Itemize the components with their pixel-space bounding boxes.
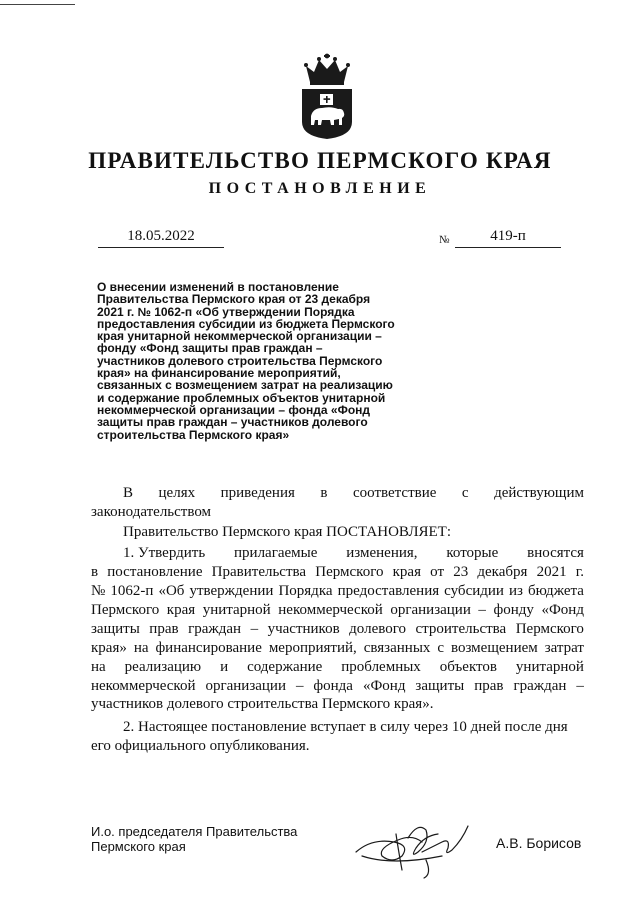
word: граждан <box>513 678 567 694</box>
word: Пермского <box>315 564 384 580</box>
word: на <box>133 640 149 656</box>
para1-line2: законодательством <box>91 504 212 520</box>
item1-justified-line <box>91 563 584 582</box>
word: «Об <box>158 583 185 599</box>
item2-line1: 2. Настоящее постановление вступает в силу через 10 дней после дня <box>123 719 568 735</box>
subject-line: участников долевого строительства Пермского <box>97 353 383 368</box>
word: организации <box>205 678 286 694</box>
document-subject <box>97 281 442 441</box>
subject-line: края» на финансирование мероприятий, <box>97 366 341 381</box>
word: целях <box>158 485 196 501</box>
word: фонда <box>313 678 353 694</box>
word: г. <box>575 564 584 580</box>
word: – <box>576 678 584 694</box>
word: изменения, <box>346 545 418 561</box>
word: В <box>123 485 134 501</box>
word: реализацию <box>124 659 202 675</box>
word: защиты <box>415 678 465 694</box>
para1-line1 <box>123 484 584 503</box>
number-value: 419-п <box>490 228 526 244</box>
word: из <box>508 583 523 599</box>
item1-justified-line <box>91 601 584 620</box>
date-underline <box>98 247 224 248</box>
word: Правительства <box>211 564 307 580</box>
word: и <box>220 659 229 675</box>
number-sign: № <box>439 234 450 246</box>
word: затрат <box>544 640 584 656</box>
word: граждан <box>188 621 242 637</box>
word: организации <box>390 602 471 618</box>
word: – <box>295 678 304 694</box>
para2-decree: Правительство Пермского края ПОСТАНОВЛЯЕТ: <box>123 524 452 540</box>
word: Пермского <box>515 621 584 637</box>
word: субсидии <box>444 583 504 599</box>
subject-line: края унитарной некоммерческой организации – <box>97 329 382 344</box>
subject-line: и содержание проблемных объектов унитарной <box>97 390 386 405</box>
word: Пермского <box>91 602 160 618</box>
word: защиты <box>91 621 140 637</box>
word: 2021 <box>536 564 567 580</box>
word: постановление <box>107 564 203 580</box>
word: прав <box>474 678 504 694</box>
word: Порядка <box>278 583 333 599</box>
document-type: ПОСТАНОВЛЕНИЕ <box>208 180 432 197</box>
word: действующим <box>494 485 584 501</box>
word: 1. Утвердить <box>123 545 206 561</box>
handwritten-signature <box>352 812 482 882</box>
word: некоммерческой <box>278 602 383 618</box>
item1-justified-line <box>91 658 584 677</box>
signatory-name: А.В. Борисов <box>496 835 582 851</box>
item1-justified-line <box>91 620 584 639</box>
word: мероприятий, <box>268 640 357 656</box>
word: с <box>437 640 445 656</box>
word: приведения <box>220 485 295 501</box>
word: на <box>91 659 106 675</box>
word: некоммерческой <box>91 678 196 694</box>
word: объектов <box>439 659 497 675</box>
word: бюджета <box>527 583 584 599</box>
word: соответствие <box>353 485 437 501</box>
role-line2: Пермского края <box>91 839 186 854</box>
coat-of-arms-icon <box>298 52 356 140</box>
word: строительства <box>415 621 507 637</box>
word: края <box>166 602 196 618</box>
word: – <box>250 621 259 637</box>
item1-last-line: участников долевого строительства Пермского края». <box>91 696 434 712</box>
subject-line: фонду «Фонд защиты прав граждан – <box>97 341 323 356</box>
word: в <box>91 564 99 580</box>
word: участников <box>267 621 340 637</box>
date-value: 18.05.2022 <box>127 228 195 244</box>
item1-justified-line <box>91 582 584 601</box>
word: «Фонд <box>541 602 584 618</box>
item1-line1 <box>123 544 584 563</box>
word: содержание <box>247 659 323 675</box>
word: проблемных <box>341 659 421 675</box>
item1-justified-line <box>91 677 584 696</box>
subject-line: О внесении изменений в постановление <box>97 280 339 294</box>
word: вносятся <box>527 545 584 561</box>
item2-line2: его официального опубликования. <box>91 738 310 754</box>
signatory-role <box>91 824 297 854</box>
top-rule <box>0 4 75 5</box>
subject-line: защиты прав граждан – участников долевого <box>97 415 368 430</box>
word: связанных <box>363 640 431 656</box>
word: в <box>320 485 328 501</box>
word: «Фонд <box>362 678 406 694</box>
word: финансирование <box>155 640 262 656</box>
government-title: ПРАВИТЕЛЬСТВО ПЕРМСКОГО КРАЯ <box>88 148 552 173</box>
document-date <box>98 228 224 248</box>
subject-line: 2021 г. № 1062-п «Об утверждении Порядка <box>97 304 355 319</box>
word: края <box>392 564 421 580</box>
word: предоставления <box>337 583 440 599</box>
item1-justified-line <box>91 639 584 658</box>
word: – <box>478 602 486 618</box>
subject-line: некоммерческой организации – фонда «Фонд <box>97 402 371 417</box>
word: края» <box>91 640 127 656</box>
number-underline <box>455 247 561 248</box>
word: унитарной <box>515 659 584 675</box>
word: возмещением <box>450 640 538 656</box>
word: утверждении <box>189 583 274 599</box>
word: 23 <box>453 564 469 580</box>
role-line1: И.о. председателя Правительства <box>91 824 298 839</box>
word: 1062-п <box>110 583 154 599</box>
word: прилагаемые <box>234 545 318 561</box>
word: с <box>461 485 469 501</box>
word: от <box>430 564 445 580</box>
number-box <box>455 228 561 248</box>
word: которые <box>446 545 499 561</box>
word: прав <box>149 621 179 637</box>
subject-line: предоставления субсидии из бюджета Пермского <box>97 316 395 331</box>
subject-line: связанных с возмещением затрат на реализацию <box>97 378 393 393</box>
subject-line: строительства Пермского края» <box>97 427 290 442</box>
word: декабря <box>477 564 528 580</box>
word: № <box>91 583 106 599</box>
word: фонду <box>493 602 534 618</box>
word: долевого <box>349 621 406 637</box>
word: унитарной <box>202 602 271 618</box>
subject-line: Правительства Пермского края от 23 декабря <box>97 292 371 307</box>
